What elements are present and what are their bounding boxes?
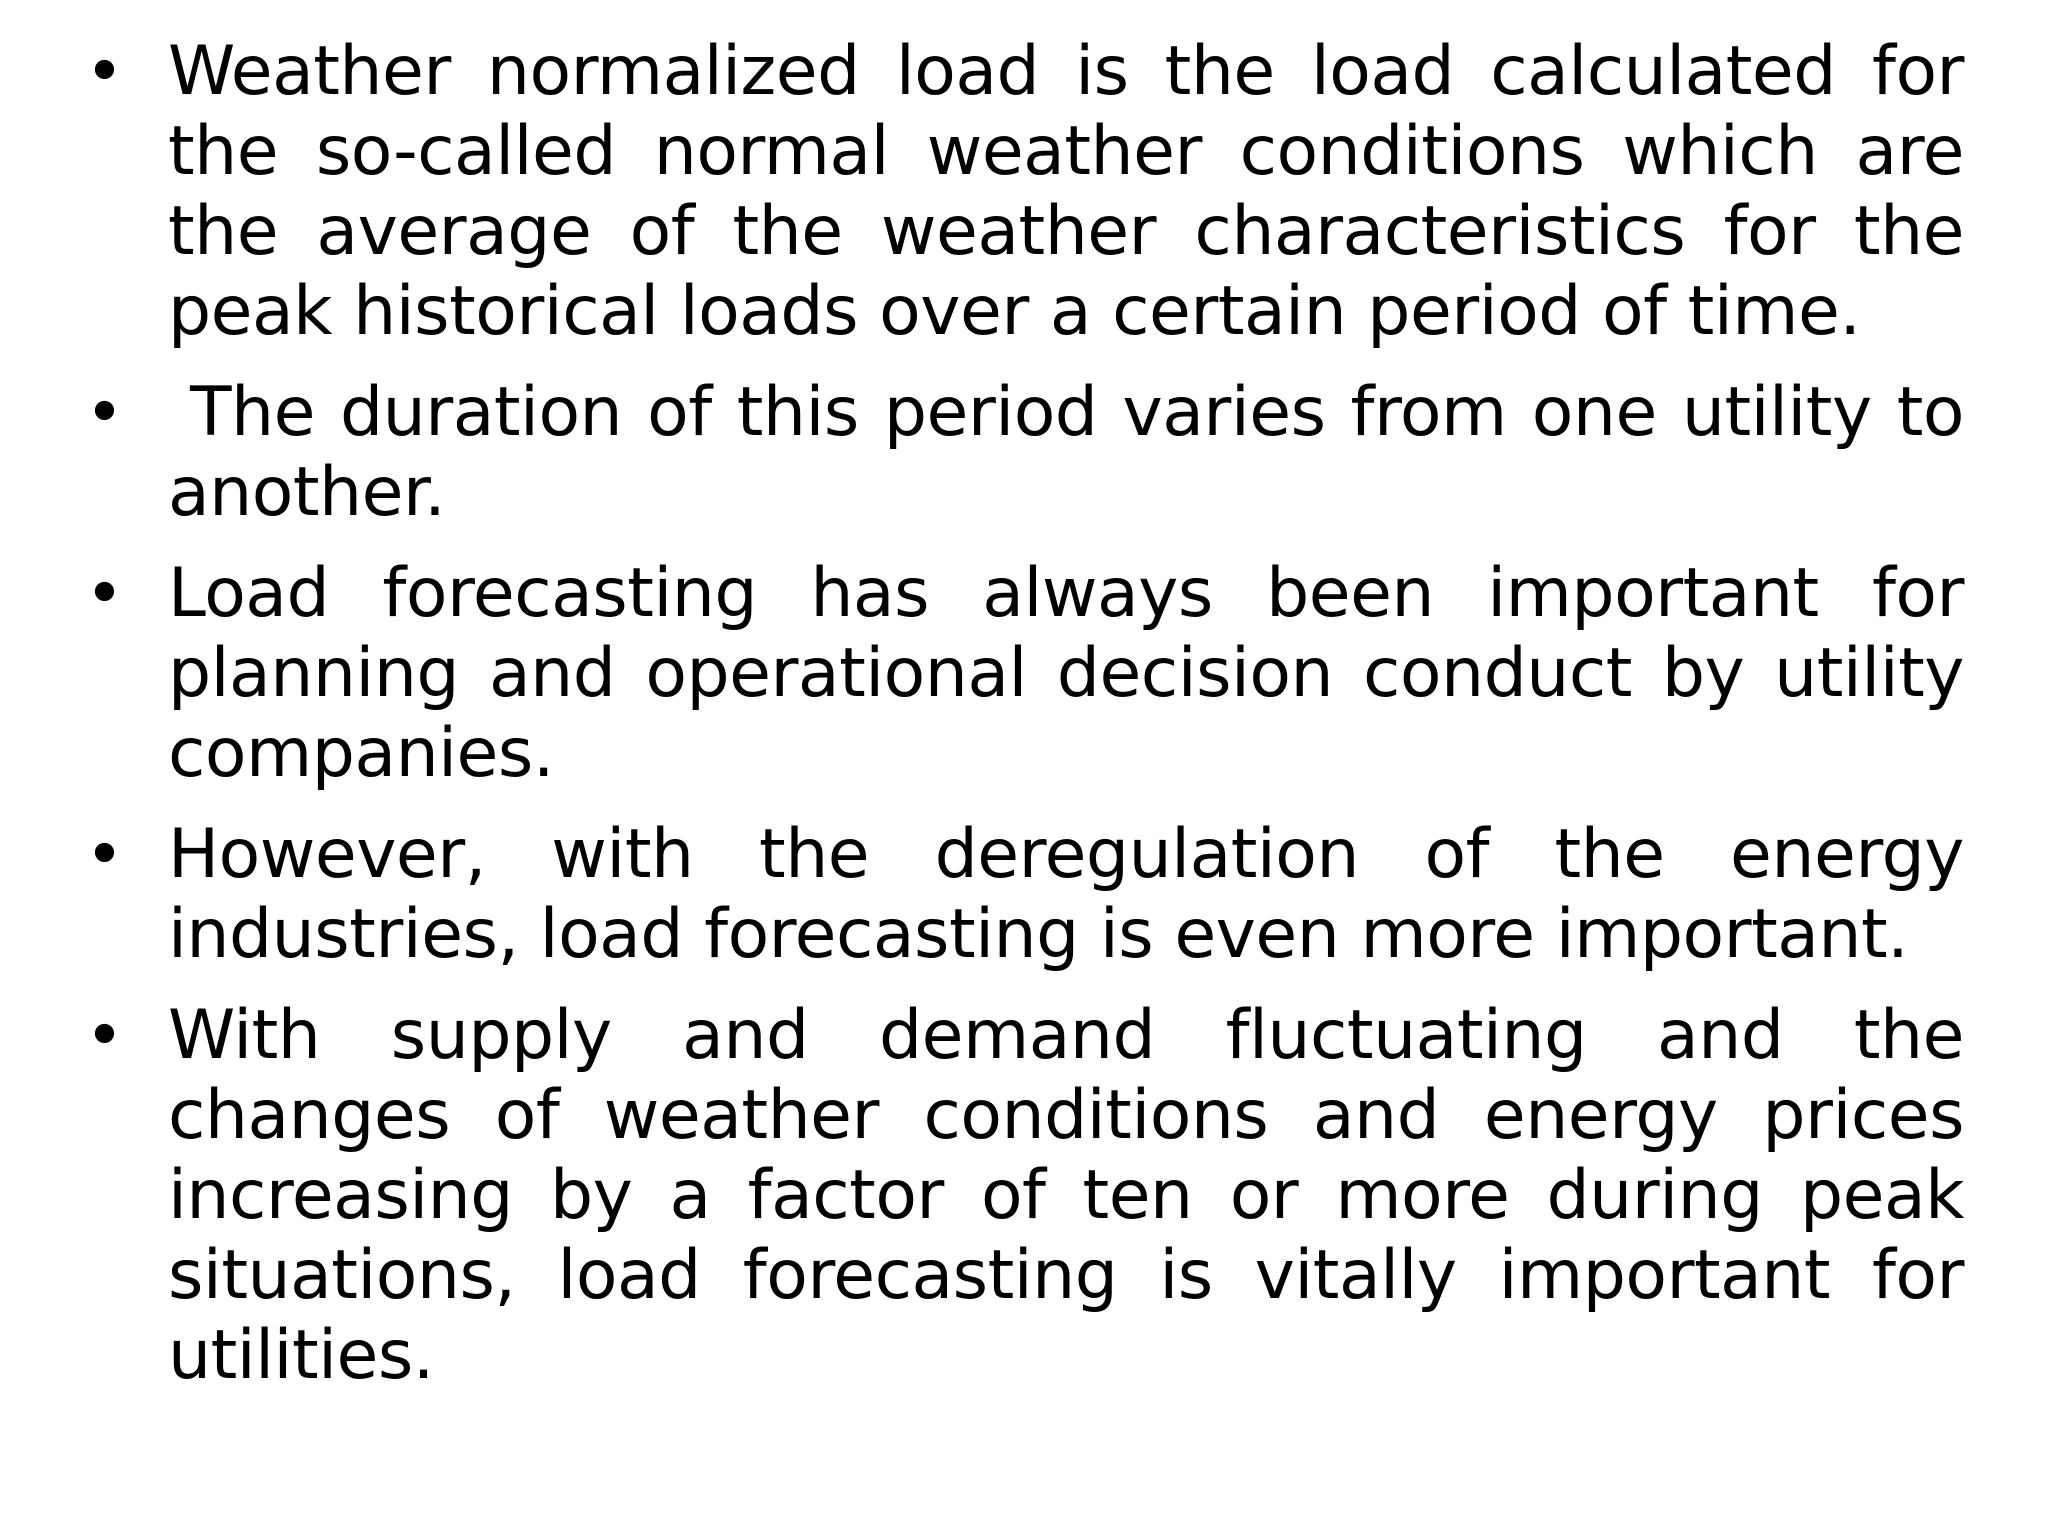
bullet-item-period-duration — [0, 373, 2048, 533]
bullet-text: With supply and demand fluctuating and the changes of weather conditions and energy prices increasing by a factor of ten or more during peak situations, load forecasting is vitally important for utilities. — [168, 996, 1964, 1395]
bullet-icon: • — [85, 555, 124, 632]
bullet-text: The duration of this period varies from one utility to another. — [168, 373, 1964, 532]
bullet-text: However, with the deregulation of the energy industries, load forecasting is even more important. — [168, 815, 1964, 974]
bullet-text: Load forecasting has always been important for planning and operational decision conduct by utility companies. — [168, 554, 1964, 793]
bullet-icon: • — [85, 33, 124, 110]
bullet-icon: • — [85, 816, 124, 893]
bullet-item-deregulation — [0, 815, 2048, 975]
bullet-text: Weather normalized load is the load calculated for the so-called normal weather conditions which are the average of the weather characteristics for the peak historical loads over a certain period of time. — [168, 32, 1964, 351]
bullet-icon: • — [85, 997, 124, 1074]
bullet-icon: • — [85, 374, 124, 451]
bullet-item-load-forecasting-importance — [0, 554, 2048, 794]
bullet-item-supply-demand — [0, 996, 2048, 1396]
bullet-item-weather-normalized-load — [0, 32, 2048, 352]
bullet-list — [0, 32, 2048, 1417]
